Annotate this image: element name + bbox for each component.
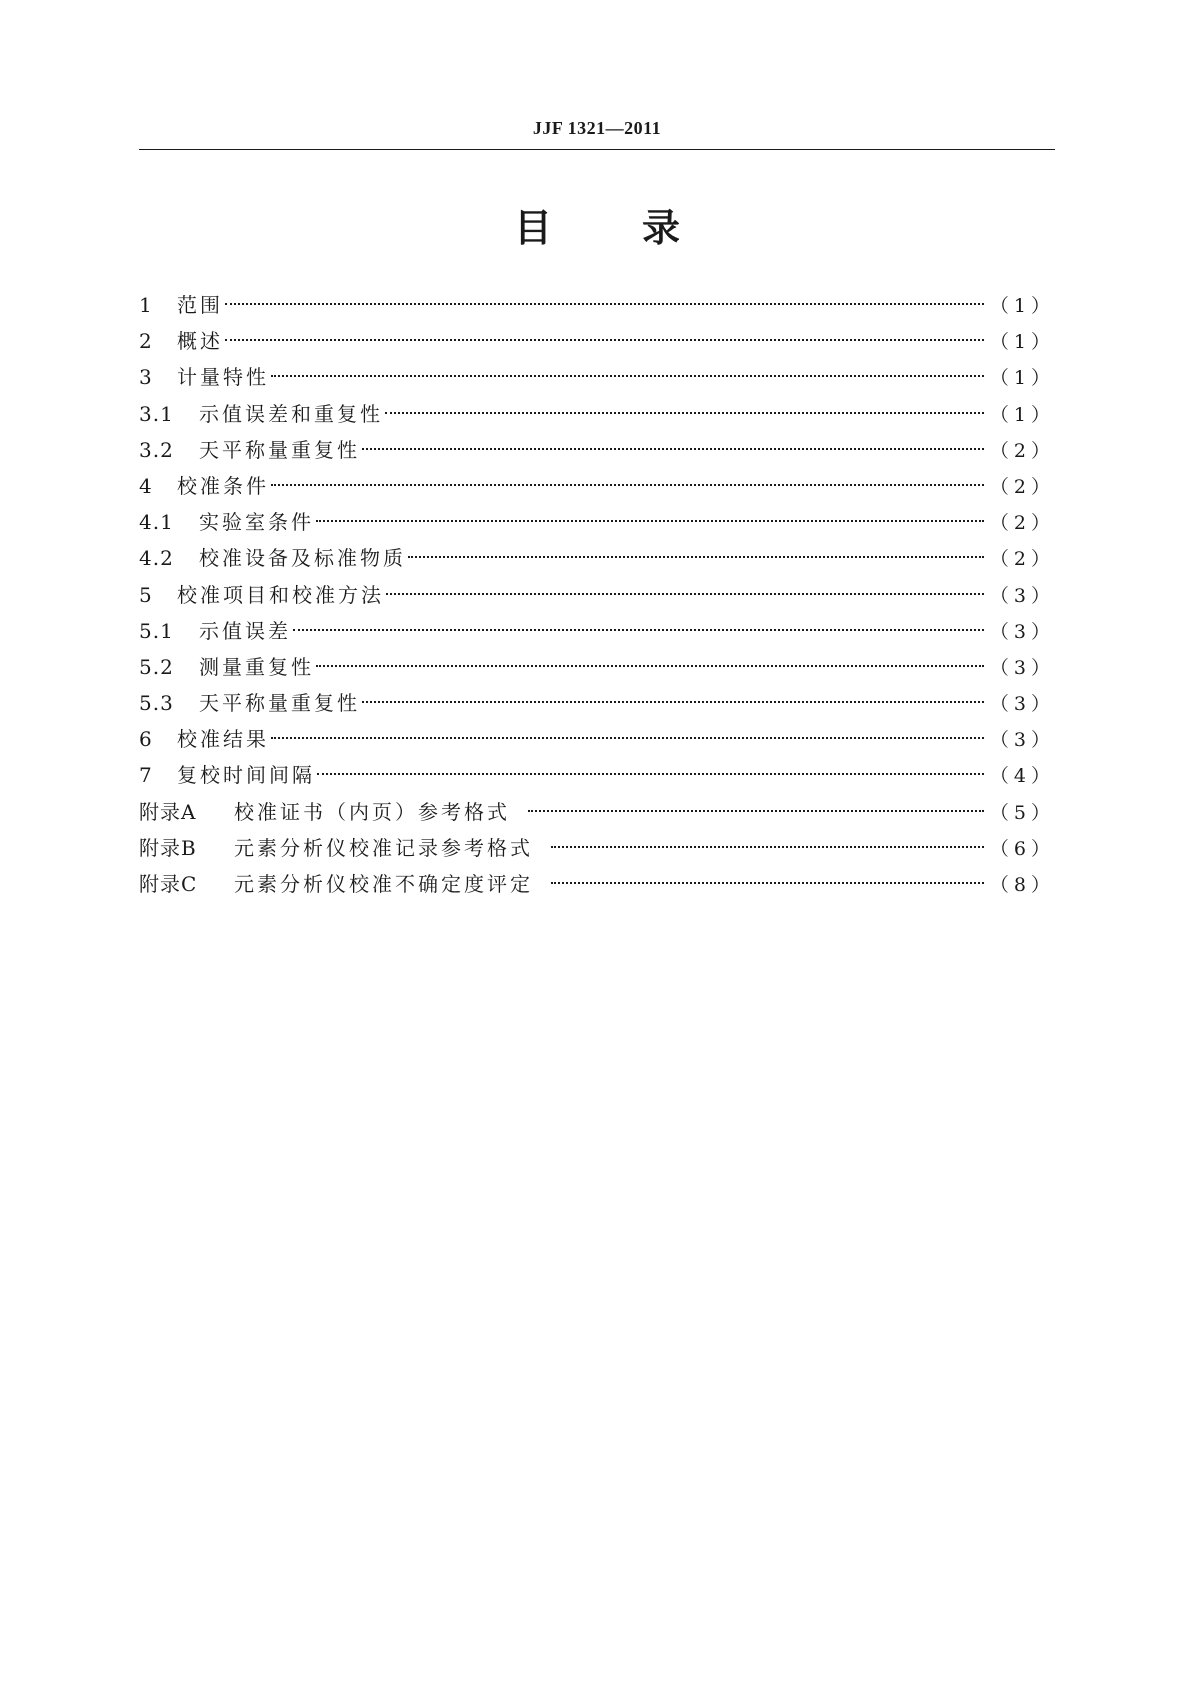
toc-entry-label: 校准证书（内页）参考格式 <box>234 799 510 824</box>
toc-entry-number: 4.1 <box>139 510 174 535</box>
toc-entry-number: 5.3 <box>139 691 174 716</box>
toc-entry-label: 校准设备及标准物质 <box>199 546 406 571</box>
toc-leader-dots <box>408 556 984 558</box>
toc-entry-number: 5 <box>139 582 153 607</box>
toc-entry[interactable] <box>139 721 1055 757</box>
toc-leader-dots <box>271 737 984 739</box>
toc-entry-label: 元素分析仪校准记录参考格式 <box>234 835 533 860</box>
toc-entry-number: 5.2 <box>139 654 174 679</box>
toc-entry[interactable] <box>139 468 1055 504</box>
toc-entry-number: 3.2 <box>139 437 174 462</box>
toc-entry[interactable] <box>139 540 1055 576</box>
toc-leader-dots <box>316 520 984 522</box>
toc-leader-dots <box>386 593 984 595</box>
toc-entry[interactable] <box>139 432 1055 468</box>
toc-entry-label: 天平称量重复性 <box>199 437 360 462</box>
toc-entry-label: 示值误差 <box>199 618 291 643</box>
page-header-code: JJF 1321—2011 <box>532 118 662 138</box>
toc-entry-page: （4） <box>989 765 1055 788</box>
toc-entry-page: （3） <box>989 693 1055 716</box>
toc-entry-label: 元素分析仪校准不确定度评定 <box>234 872 533 896</box>
title-char-1: 目 <box>513 206 552 250</box>
toc-entry-label: 校准条件 <box>177 473 269 498</box>
toc-entry-page: （6） <box>989 837 1055 860</box>
toc-entry[interactable] <box>139 685 1055 721</box>
toc-entry-page: （5） <box>989 801 1055 824</box>
toc-entry-number: 5.1 <box>139 618 174 643</box>
toc-entry-number: 2 <box>139 329 153 354</box>
toc-entry[interactable] <box>139 577 1055 613</box>
toc-entry-label: 计量特性 <box>177 365 269 390</box>
toc-leader-dots <box>551 882 984 884</box>
toc-entry[interactable] <box>139 794 1055 830</box>
toc-leader-dots <box>362 448 984 450</box>
title-char-2: 录 <box>642 206 681 250</box>
toc-entry-number: 7 <box>139 763 153 788</box>
toc-entry-page: （1） <box>989 403 1055 426</box>
toc-entry-number: 附录C <box>139 872 198 896</box>
toc-leader-dots <box>317 773 984 775</box>
toc-entry-page: （3） <box>989 584 1055 607</box>
toc-entry-number: 3.1 <box>139 401 174 426</box>
toc-leader-dots <box>362 701 984 703</box>
toc-entry-number: 3 <box>139 365 153 390</box>
toc-entry-label: 校准项目和校准方法 <box>177 582 384 607</box>
toc-entry-number: 4 <box>139 473 153 498</box>
toc-entry-label: 概述 <box>177 329 223 354</box>
toc-entry[interactable] <box>139 613 1055 649</box>
toc-entry[interactable] <box>139 757 1055 793</box>
toc-leader-dots <box>528 810 984 812</box>
toc-entry-number: 6 <box>139 727 153 752</box>
toc-entry-page: （1） <box>989 295 1055 317</box>
toc-entry-label: 示值误差和重复性 <box>199 401 383 426</box>
table-of-contents <box>139 287 1055 902</box>
toc-entry-page: （3） <box>989 729 1055 752</box>
toc-leader-dots <box>225 339 984 341</box>
toc-leader-dots <box>225 303 984 305</box>
page-title <box>139 204 1055 252</box>
toc-entry-page: （1） <box>989 367 1055 390</box>
toc-leader-dots <box>316 665 984 667</box>
toc-entry-number: 附录A <box>139 799 197 824</box>
toc-entry[interactable] <box>139 830 1055 866</box>
toc-leader-dots <box>271 484 984 486</box>
toc-entry[interactable] <box>139 287 1055 323</box>
toc-entry[interactable] <box>139 866 1055 902</box>
toc-entry-label: 校准结果 <box>177 727 269 752</box>
toc-entry-page: （8） <box>989 874 1055 896</box>
toc-entry[interactable] <box>139 649 1055 685</box>
toc-entry-label: 测量重复性 <box>199 654 314 679</box>
toc-entry-label: 实验室条件 <box>199 510 314 535</box>
toc-entry-page: （2） <box>989 548 1055 571</box>
toc-leader-dots <box>271 375 984 377</box>
toc-entry[interactable] <box>139 504 1055 540</box>
toc-entry[interactable] <box>139 359 1055 395</box>
toc-leader-dots <box>385 412 984 414</box>
toc-entry-page: （2） <box>989 512 1055 535</box>
toc-entry-number: 附录B <box>139 835 197 860</box>
toc-entry-page: （2） <box>989 475 1055 498</box>
header-rule <box>139 149 1055 150</box>
toc-entry-label: 天平称量重复性 <box>199 691 360 716</box>
toc-leader-dots <box>293 629 984 631</box>
toc-leader-dots <box>551 846 984 848</box>
toc-entry-label: 复校时间间隔 <box>177 763 315 788</box>
toc-entry-page: （3） <box>989 656 1055 679</box>
toc-entry-number: 4.2 <box>139 546 174 571</box>
toc-entry[interactable] <box>139 396 1055 432</box>
toc-entry[interactable] <box>139 323 1055 359</box>
toc-entry-page: （3） <box>989 620 1055 643</box>
toc-entry-page: （2） <box>989 439 1055 462</box>
toc-entry-label: 范围 <box>177 293 223 317</box>
toc-entry-page: （1） <box>989 331 1055 354</box>
toc-entry-number: 1 <box>139 293 153 317</box>
